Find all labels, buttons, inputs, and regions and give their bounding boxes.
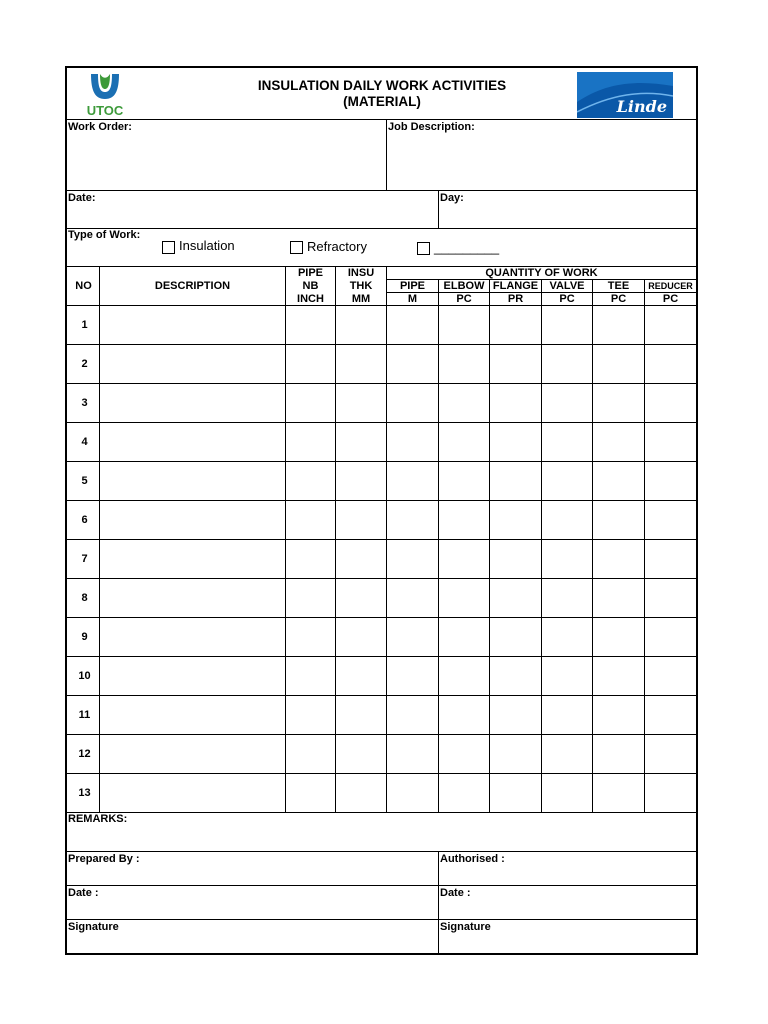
divider <box>386 266 387 812</box>
divider <box>335 266 336 812</box>
divider <box>285 266 286 812</box>
divider <box>67 539 696 540</box>
insu-thk-header-line1: INSU <box>347 267 375 279</box>
divider <box>67 500 696 501</box>
row-number: 5 <box>81 475 88 487</box>
date-right-label: Date : <box>440 887 471 899</box>
linde-logo <box>577 72 673 118</box>
qty-tee-unit: PC <box>610 293 627 305</box>
divider <box>99 266 100 812</box>
qty-valve-unit: PC <box>559 293 575 305</box>
no-column-header: NO <box>75 280 92 292</box>
divider <box>67 617 696 618</box>
refractory-option-label: Refractory <box>307 239 367 254</box>
divider <box>67 851 696 852</box>
divider <box>67 919 696 920</box>
qty-pipe-unit: M <box>407 293 418 305</box>
form-title-line1: INSULATION DAILY WORK ACTIVITIES <box>257 78 507 93</box>
qty-reducer-header: REDUCER <box>648 281 693 291</box>
signature-left-label: Signature <box>68 921 119 933</box>
other-work-checkbox[interactable] <box>417 242 430 255</box>
qty-valve-header: VALVE <box>549 280 585 292</box>
divider <box>67 695 696 696</box>
qty-tee-header: TEE <box>607 280 630 292</box>
divider <box>438 190 439 228</box>
refractory-checkbox[interactable] <box>290 241 303 254</box>
divider <box>67 734 696 735</box>
work-activities-form <box>65 66 698 955</box>
divider <box>67 190 696 191</box>
divider <box>67 885 696 886</box>
divider <box>386 119 387 190</box>
divider <box>67 812 696 813</box>
divider <box>644 279 645 812</box>
qty-flange-unit: PR <box>507 293 524 305</box>
linde-logo-text: Linde <box>616 97 667 116</box>
divider <box>67 773 696 774</box>
row-number: 6 <box>81 514 88 526</box>
divider <box>67 228 696 229</box>
insulation-option-label: Insulation <box>179 238 235 253</box>
row-number: 2 <box>81 358 88 370</box>
divider <box>67 578 696 579</box>
utoc-logo <box>81 71 129 119</box>
divider <box>489 279 490 812</box>
qty-pipe-header: PIPE <box>399 280 426 292</box>
divider <box>67 461 696 462</box>
row-number: 10 <box>78 670 91 682</box>
divider <box>67 656 696 657</box>
row-number: 4 <box>81 436 88 448</box>
row-number: 9 <box>81 631 88 643</box>
qty-elbow-header: ELBOW <box>443 280 485 292</box>
work-order-field[interactable] <box>68 134 384 188</box>
work-order-label: Work Order: <box>68 121 132 133</box>
form-title-line2: (MATERIAL) <box>343 94 421 109</box>
prepared-by-label: Prepared By : <box>68 853 140 865</box>
pipe-nb-header-line1: PIPE <box>297 267 324 279</box>
day-field[interactable] <box>440 204 694 226</box>
pipe-nb-header-line3: INCH <box>297 293 324 305</box>
row-number: 13 <box>78 787 91 799</box>
pipe-nb-header-line2: NB <box>302 280 319 292</box>
insu-thk-header-line3: MM <box>351 293 371 305</box>
job-description-field[interactable] <box>388 134 694 188</box>
qty-flange-header: FLANGE <box>492 280 539 292</box>
utoc-logo-mark <box>81 71 129 105</box>
date-left-label: Date : <box>68 887 99 899</box>
row-number: 8 <box>81 592 88 604</box>
row-number: 7 <box>81 553 88 565</box>
divider <box>438 851 439 955</box>
type-of-work-label: Type of Work: <box>68 229 141 241</box>
day-label: Day: <box>440 192 464 204</box>
row-number: 11 <box>78 709 91 721</box>
quantity-of-work-header: QUANTITY OF WORK <box>485 267 598 279</box>
row-number: 3 <box>81 397 88 409</box>
date-label: Date: <box>68 192 96 204</box>
remarks-field[interactable] <box>68 826 694 850</box>
description-column-header: DESCRIPTION <box>154 280 231 292</box>
insulation-checkbox[interactable] <box>162 241 175 254</box>
row-number: 12 <box>78 748 91 760</box>
divider <box>67 119 696 120</box>
divider <box>67 383 696 384</box>
authorised-label: Authorised : <box>440 853 505 865</box>
divider <box>541 279 542 812</box>
divider <box>592 279 593 812</box>
divider <box>67 422 696 423</box>
signature-right-label: Signature <box>440 921 491 933</box>
remarks-label: REMARKS: <box>68 813 128 825</box>
qty-reducer-unit: PC <box>662 293 679 305</box>
other-work-blank[interactable]: _________ <box>434 240 500 255</box>
utoc-logo-text: UTOC <box>86 103 124 118</box>
date-field[interactable] <box>68 204 436 226</box>
insu-thk-header-line2: THK <box>349 280 373 292</box>
divider <box>67 344 696 345</box>
qty-elbow-unit: PC <box>456 293 472 305</box>
divider <box>438 279 439 812</box>
row-number: 1 <box>81 319 88 331</box>
job-description-label: Job Description: <box>388 121 475 133</box>
